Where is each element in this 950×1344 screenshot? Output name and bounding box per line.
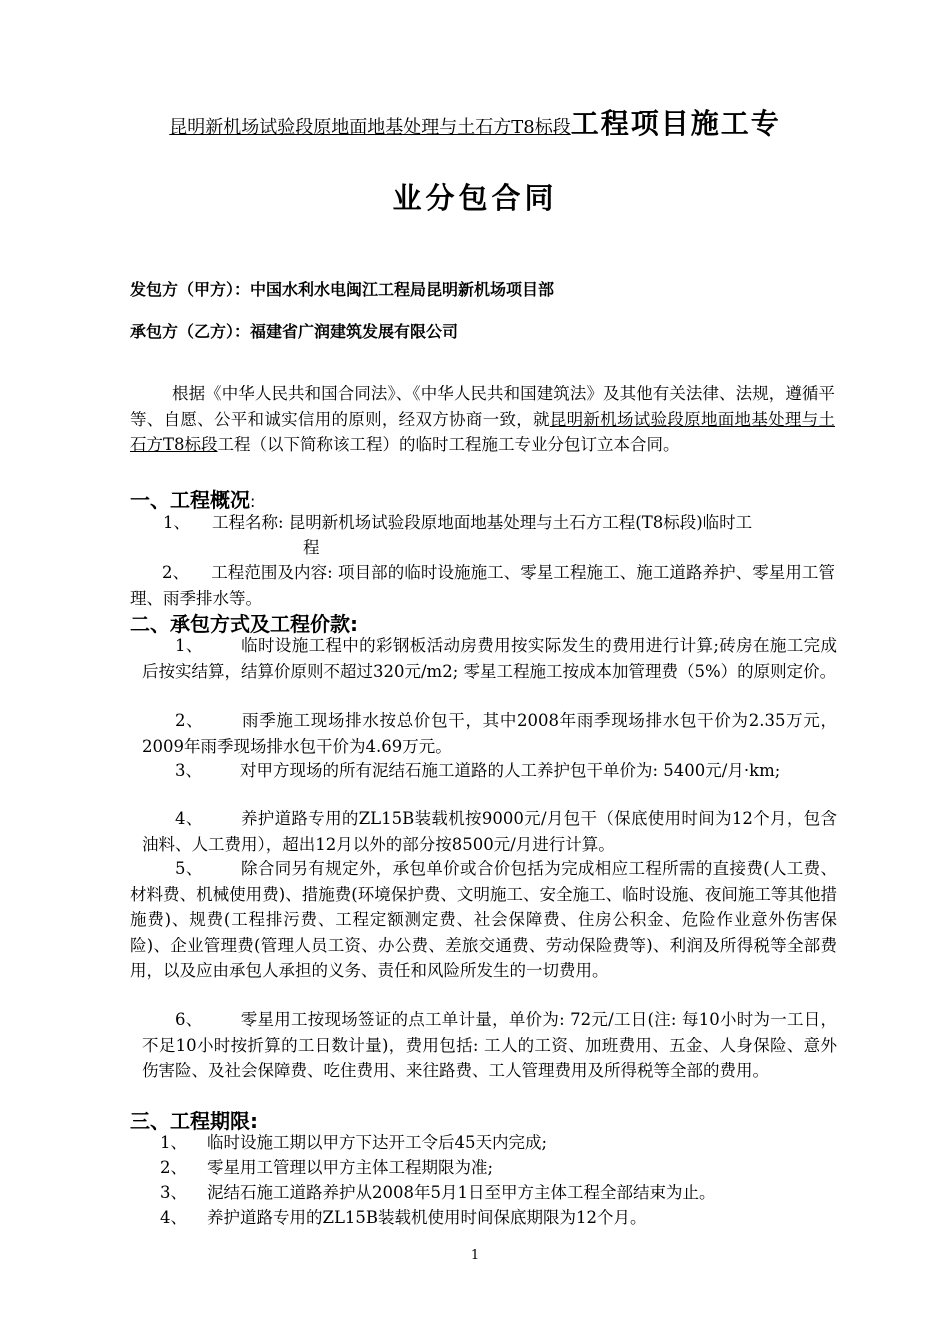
item-number: 1、 — [175, 636, 203, 655]
item-text: 工程范围及内容: 项目部的临时设施施工、零星工程施工、施工道路养护、零星用工管理、雨季排水等。 — [130, 563, 835, 608]
item-number: 5、 — [175, 859, 203, 878]
section2-item-2 — [142, 708, 837, 759]
intro-underlined-project: 昆明新机场试验段原地面地基处理与土石方T8标段 — [130, 409, 836, 454]
item-text: 雨季施工现场排水按总价包干，其中2008年雨季现场排水包干价为2.35万元，2009年雨季现场排水包干价为4.69万元。 — [142, 711, 838, 756]
item-number: 4、 — [175, 809, 203, 828]
intro-text-before: 根据《中华人民共和国合同法》、《中华人民共和国建筑法》及其他有关法律、法规，遵循平等、自愿、公平和诚实信用的原则，经双方协商一致，就 — [130, 384, 835, 429]
page-number: 1 — [470, 1248, 480, 1263]
party-a: 发包方（甲方）：中国水利水电闽江工程局昆明新机场项目部 — [130, 280, 555, 299]
item-text: 临时设施工程中的彩钢板活动房费用按实际发生的费用进行计算;砖房在施工完成后按实结算，结算价原则不超过320元/m2; 零星工程施工按成本加管理费（5%）的原则定价。 — [142, 636, 837, 681]
item-text: 对甲方现场的所有泥结石施工道路的人工养护包干单价为: 5400元/月·km; — [240, 761, 781, 780]
item-number: 3、 — [175, 761, 202, 780]
item-number: 2、 — [162, 563, 190, 582]
item-text: 零星用工按现场签证的点工单计量，单价为: 72元/工日(注: 每10小时为一工日，不足10小时按折算的工日数计量)，费用包括: 工人的工资、加班费用、五金、人身保险、意外伤害险、及社会保障费、吃住费用、来往路费、工人管理费用及所得税等全部的费用。 — [142, 1010, 837, 1080]
intro-paragraph — [130, 381, 835, 458]
section2-item-4 — [142, 806, 837, 857]
section2-item-3 — [142, 758, 837, 784]
item-text: 养护道路专用的ZL15B装载机按9000元/月包干（保底使用时间为12个月，包含油料、人工费用），超出12月以外的部分按8500元/月进行计算。 — [142, 809, 837, 854]
party-b: 承包方（乙方）：福建省广润建筑发展有限公司 — [130, 322, 459, 341]
contract-title-line2: 业分包合同 — [392, 181, 558, 215]
section1-heading-colon: : — [250, 492, 256, 511]
section3-item-2 — [160, 1155, 840, 1181]
contract-title-line1 — [0, 102, 950, 142]
section1-item-1 — [163, 510, 843, 536]
section2-heading: 二、承包方式及工程价款: — [130, 612, 358, 636]
item-number: 3、 — [160, 1183, 187, 1202]
section3-item-3 — [160, 1180, 840, 1206]
item-text: 零星用工管理以甲方主体工程期限为准; — [207, 1158, 494, 1177]
title-bold-part: 工程项目施工专 — [570, 107, 781, 140]
section3-item-1 — [160, 1130, 840, 1156]
intro-text-after: 工程（以下简称该工程）的临时工程施工专业分包订立本合同。 — [217, 435, 680, 454]
section3-item-4 — [160, 1205, 840, 1231]
item-number: 2、 — [160, 1158, 187, 1177]
item-number: 1、 — [163, 513, 190, 532]
item-number: 6、 — [175, 1010, 203, 1029]
item-number: 4、 — [160, 1208, 187, 1227]
section2-item-5 — [130, 856, 837, 984]
section2-item-6 — [142, 1007, 837, 1084]
item-text: 除合同另有规定外，承包单价或合价包括为完成相应工程所需的直接费(人工费、材料费、机械使用费)、措施费(环境保护费、文明施工、安全施工、临时设施、夜间施工等其他措施费)、规费(工程排污费、工程定额测定费、社会保障费、住房公积金、危险作业意外伤害保险)、企业管理费(管理人员工资、办公费、差旅交通费、劳动保险费等)、利润及所得税等全部费用，以及应由承包人承担的义务、责任和风险所发生的一切费用。 — [130, 859, 837, 980]
section1-heading-text: 一、工程概况 — [130, 488, 250, 512]
section1-item-1-cont: 程 — [303, 538, 320, 557]
section3-heading: 三、工程期限: — [130, 1109, 258, 1133]
item-text: 泥结石施工道路养护从2008年5月1日至甲方主体工程全部结束为止。 — [207, 1183, 716, 1202]
item-text: 工程名称: 昆明新机场试验段原地面地基处理与土石方工程(T8标段)临时工 — [212, 513, 753, 532]
item-number: 1、 — [160, 1133, 187, 1152]
title-project-name: 昆明新机场试验段原地面地基处理与土石方T8标段 — [169, 117, 571, 138]
section2-item-1 — [142, 633, 837, 684]
item-number: 2、 — [175, 711, 204, 730]
section1-item-2 — [130, 560, 835, 611]
section1-heading — [130, 484, 255, 513]
item-text: 养护道路专用的ZL15B装载机使用时间保底期限为12个月。 — [207, 1208, 647, 1227]
item-text: 临时设施工期以甲方下达开工令后45天内完成; — [207, 1133, 548, 1152]
